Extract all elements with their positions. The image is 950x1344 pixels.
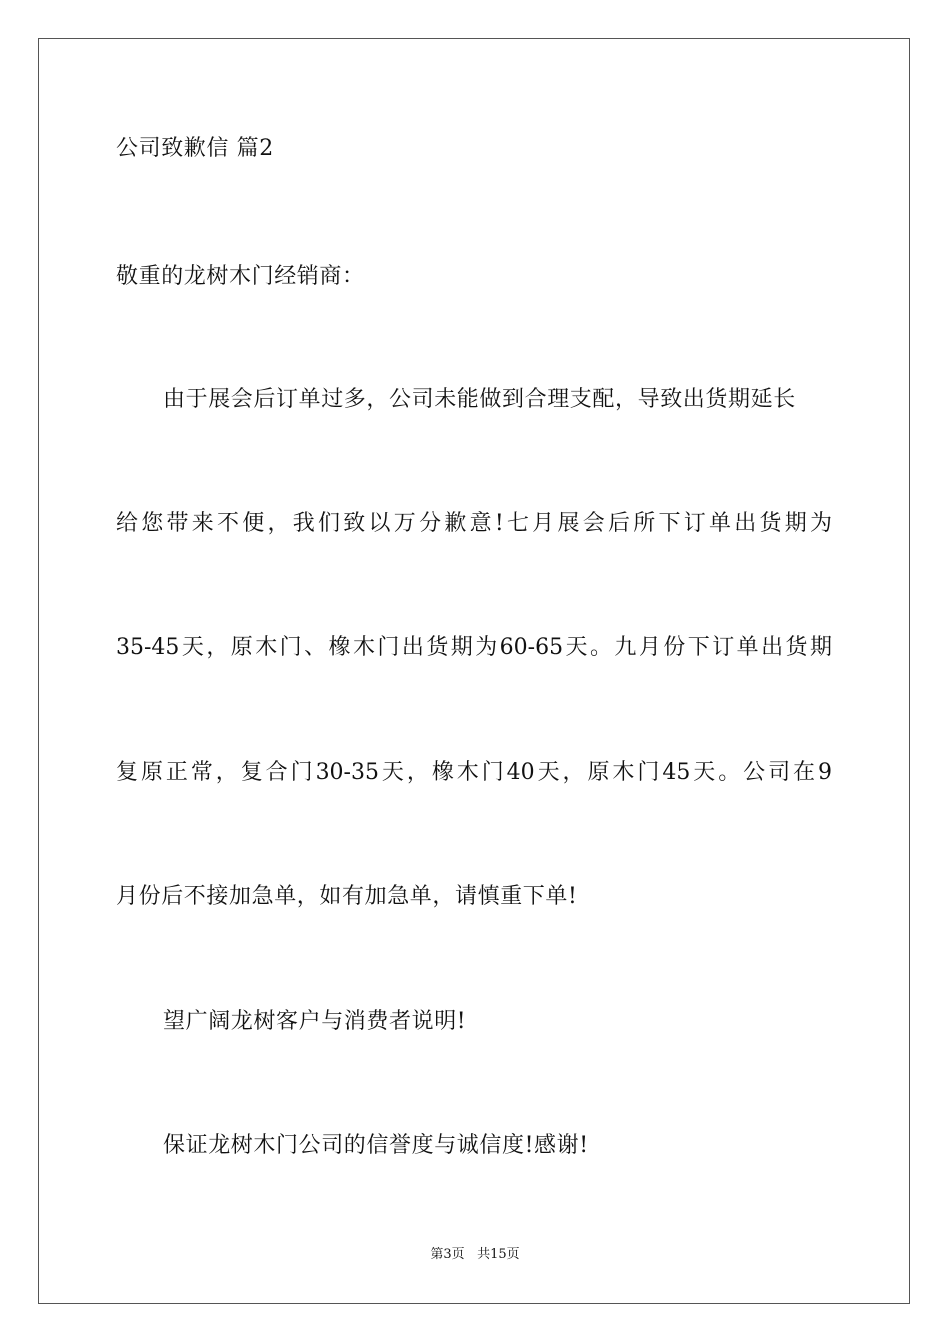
salutation: 敬重的龙树木门经销商： (116, 264, 365, 289)
page-number: 第3页 (430, 1247, 465, 1262)
paragraph-line: 复原正常，复合门30-35天，橡木门40天，原木门45天。公司在9 (116, 760, 832, 785)
paragraph-line: 给您带来不便，我们致以万分歉意!七月展会后所下订单出货期为 (116, 511, 832, 536)
paragraph-line: 月份后不接加急单，如有加急单，请慎重下单! (116, 884, 578, 909)
closing-line: 望广阔龙树客户与消费者说明! (163, 1009, 467, 1034)
page-total: 共15页 (477, 1247, 520, 1262)
page-border (38, 38, 910, 1304)
paragraph-line: 由于展会后订单过多，公司未能做到合理支配，导致出货期延长 (163, 387, 796, 412)
paragraph-line: 35-45天，原木门、橡木门出货期为60-65天。九月份下订单出货期 (116, 635, 832, 660)
page-footer (0, 1246, 950, 1264)
document-title: 公司致歉信 篇2 (116, 136, 274, 161)
closing-line: 保证龙树木门公司的信誉度与诚信度!感谢! (163, 1133, 589, 1158)
